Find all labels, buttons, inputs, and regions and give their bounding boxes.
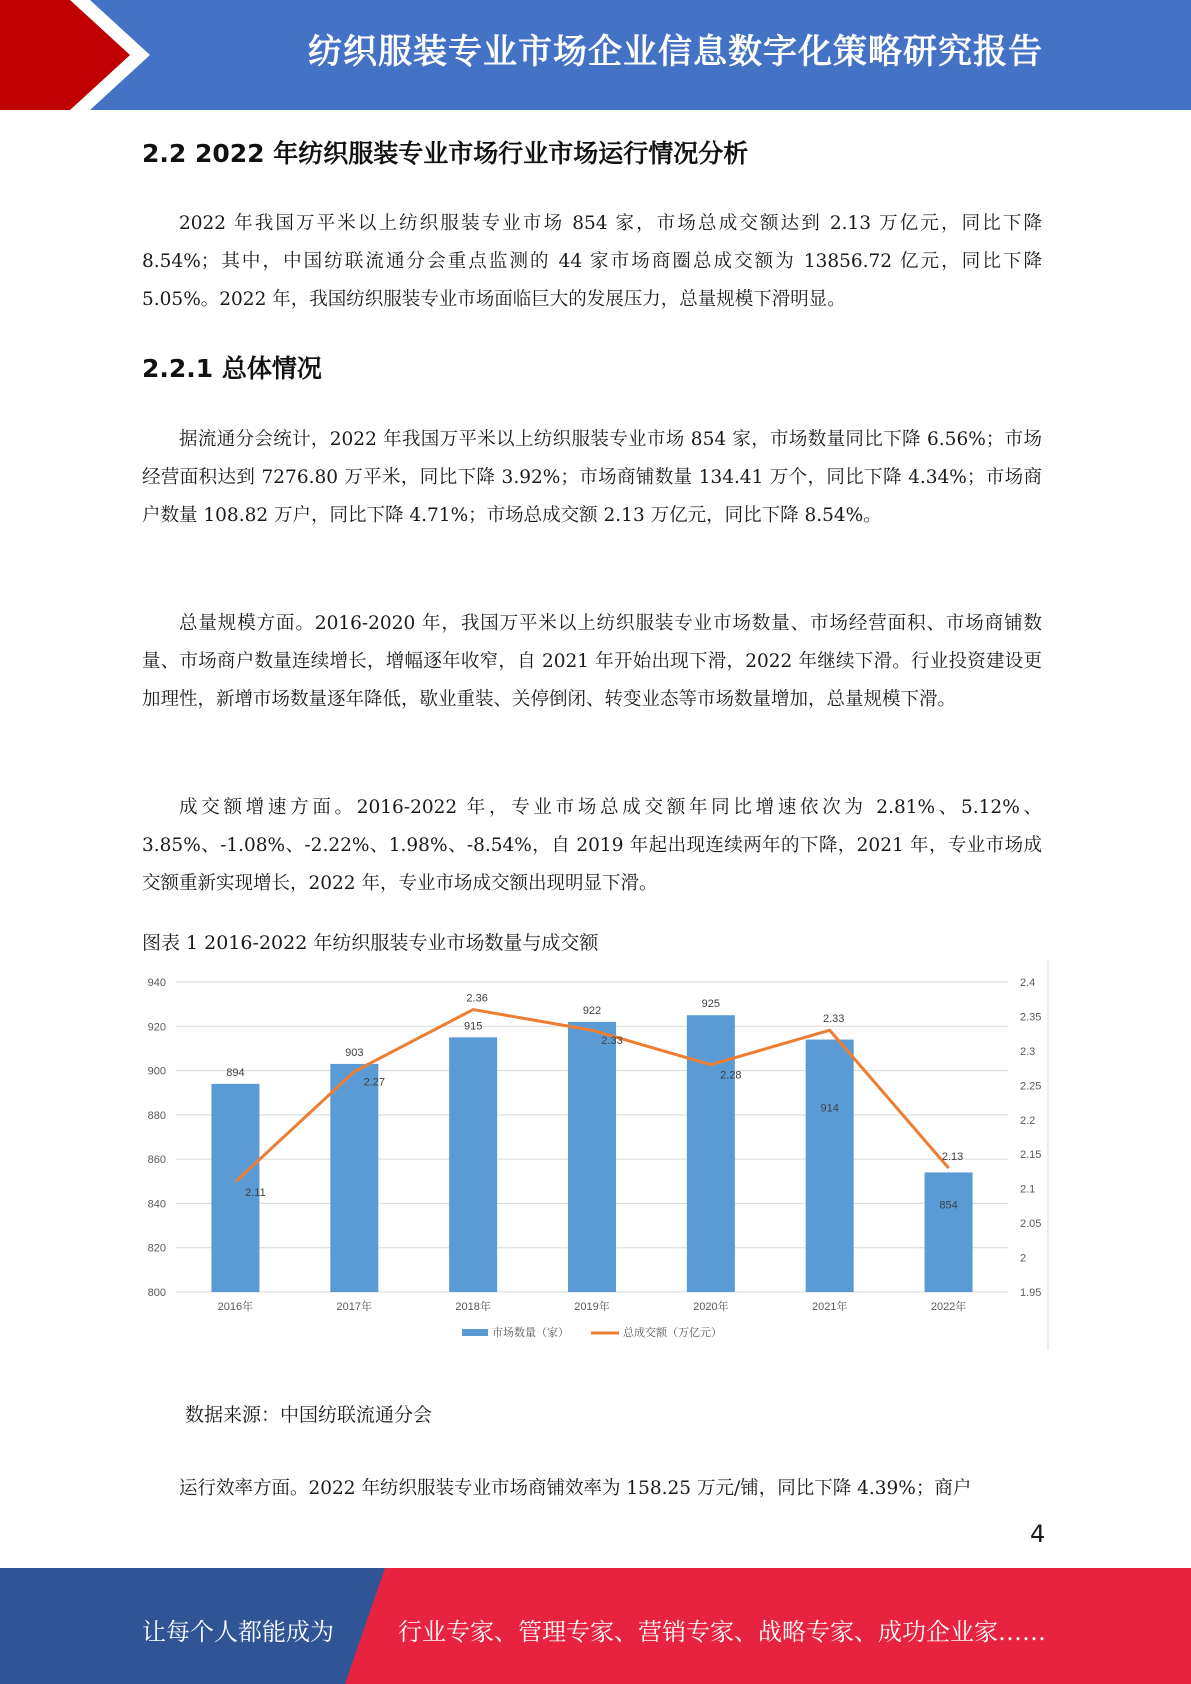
intro-paragraph: 2022 年我国万平米以上纺织服装专业市场 854 家，市场总成交额达到 2.13 万亿元，同比下降 8.54%；其中，中国纺联流通分会重点监测的 44 家市场商圈总成交额为 13856.72 亿元，同比下降 5.05%。2022 年，我国纺织服装专业市场面临巨大的发展压力，总量规模下滑明显。 <box>142 213 1042 310</box>
legend-swatch-bars <box>462 1329 488 1336</box>
y-left-tick-label: 800 <box>147 1287 166 1299</box>
x-tick-label: 2021年 <box>811 1301 848 1313</box>
bar-data-label: 925 <box>701 998 721 1011</box>
y-left-tick-label: 920 <box>147 1021 166 1034</box>
chart-container <box>136 960 1056 1350</box>
y-left-tick-label: 840 <box>147 1198 166 1211</box>
line-data-label: 2.11 <box>245 1186 266 1199</box>
bar-data-label: 922 <box>582 1004 602 1017</box>
data-source: 数据来源：中国纺联流通分会 <box>185 1404 433 1426</box>
y-right-tick-label: 2.25 <box>1020 1080 1042 1093</box>
y-right-tick-label: 2.4 <box>1020 977 1036 989</box>
y-right-tick-label: 2.3 <box>1020 1045 1036 1058</box>
page-number: 4 <box>1030 1520 1046 1548</box>
section-heading: 2.2 2022 年纺织服装专业市场行业市场运行情况分析 <box>142 139 749 168</box>
y-right-tick-label: 2.1 <box>1020 1183 1036 1196</box>
y-left-tick-label: 940 <box>147 977 166 989</box>
line-data-label: 2.13 <box>941 1151 964 1163</box>
y-right-tick-label: 2.05 <box>1020 1218 1042 1231</box>
bar <box>449 1037 497 1292</box>
bar <box>806 1040 854 1292</box>
bar-data-label: 894 <box>226 1066 245 1079</box>
bar <box>330 1064 378 1292</box>
scale-paragraph: 总量规模方面。2016-2020 年，我国万平米以上纺织服装专业市场数量、市场经营面积、市场商铺数量、市场商户数量连续增长，增幅逐年收窄，自 2021 年开始出现下滑，2022 年继续下滑。行业投资建设更加理性，新增市场数量逐年降低，歇业重装、关停倒闭、转变业态等市场数量增加，总量规模下滑。 <box>142 613 1042 710</box>
page-header <box>0 0 1191 110</box>
growth-paragraph: 成交额增速方面。2016-2022 年，专业市场总成交额年同比增速依次为 2.81%、5.12%、3.85%、-1.08%、-2.22%、1.98%、-8.54%，自 2019 年起出现连续两年的下降，2021 年，专业市场成交额重新实现增长，2022 年，专业市场成交额出现明显下滑。 <box>142 797 1042 894</box>
line-data-label: 2.33 <box>601 1035 623 1048</box>
footer-slogan-left: 让每个人都能成为 <box>142 1618 334 1646</box>
bar <box>925 1172 973 1292</box>
legend-label-bars: 市场数量（家） <box>492 1327 569 1339</box>
y-left-tick-label: 900 <box>147 1065 166 1078</box>
legend-label-line: 总成交额（万亿元） <box>623 1327 722 1339</box>
x-tick-label: 2020年 <box>693 1301 729 1313</box>
x-tick-label: 2017年 <box>336 1301 373 1313</box>
subsection-heading: 2.2.1 总体情况 <box>142 354 322 383</box>
y-right-tick-label: 1.95 <box>1020 1287 1042 1299</box>
page-footer <box>0 1568 1191 1684</box>
bar <box>568 1022 616 1292</box>
bar-data-label: 854 <box>939 1199 958 1212</box>
y-left-tick-label: 860 <box>147 1154 166 1167</box>
bar <box>687 1015 735 1292</box>
bar-data-label: 915 <box>463 1020 483 1033</box>
bar-data-label: 903 <box>345 1046 364 1059</box>
x-tick-label: 2016年 <box>217 1301 254 1313</box>
y-right-tick-label: 2 <box>1020 1252 1027 1265</box>
line-data-label: 2.33 <box>823 1013 845 1026</box>
footer-slogan-right: 行业专家、管理专家、营销专家、战略专家、成功企业家…… <box>398 1618 1046 1646</box>
line-data-label: 2.27 <box>363 1076 385 1089</box>
x-tick-label: 2018年 <box>455 1301 491 1313</box>
combo-chart <box>136 960 1056 1350</box>
y-left-tick-label: 820 <box>147 1242 166 1255</box>
y-right-tick-label: 2.15 <box>1020 1149 1042 1162</box>
efficiency-paragraph: 运行效率方面。2022 年纺织服装专业市场商铺效率为 158.25 万元/铺，同比下降 4.39%；商户 <box>179 1478 972 1499</box>
line-data-label: 2.36 <box>466 992 488 1005</box>
y-right-tick-label: 2.2 <box>1020 1114 1036 1127</box>
y-right-tick-label: 2.35 <box>1020 1011 1042 1024</box>
figure-caption: 图表 1 2016-2022 年纺织服装专业市场数量与成交额 <box>142 932 599 954</box>
header-title: 纺织服装专业市场企业信息数字化策略研究报告 <box>308 32 1043 72</box>
x-tick-label: 2022年 <box>930 1301 967 1313</box>
y-left-tick-label: 880 <box>147 1109 166 1122</box>
line-data-label: 2.28 <box>720 1069 742 1082</box>
overview-paragraph: 据流通分会统计，2022 年我国万平米以上纺织服装专业市场 854 家，市场数量同比下降 6.56%；市场经营面积达到 7276.80 万平米，同比下降 3.92%；市场商铺数量 134.41 万个，同比下降 4.34%；市场商户数量 108.82 万户，同比下降 4.71%；市场总成交额 2.13 万亿元，同比下降 8.54%。 <box>142 429 1042 526</box>
x-tick-label: 2019年 <box>574 1301 610 1313</box>
bar-data-label: 914 <box>820 1102 839 1115</box>
